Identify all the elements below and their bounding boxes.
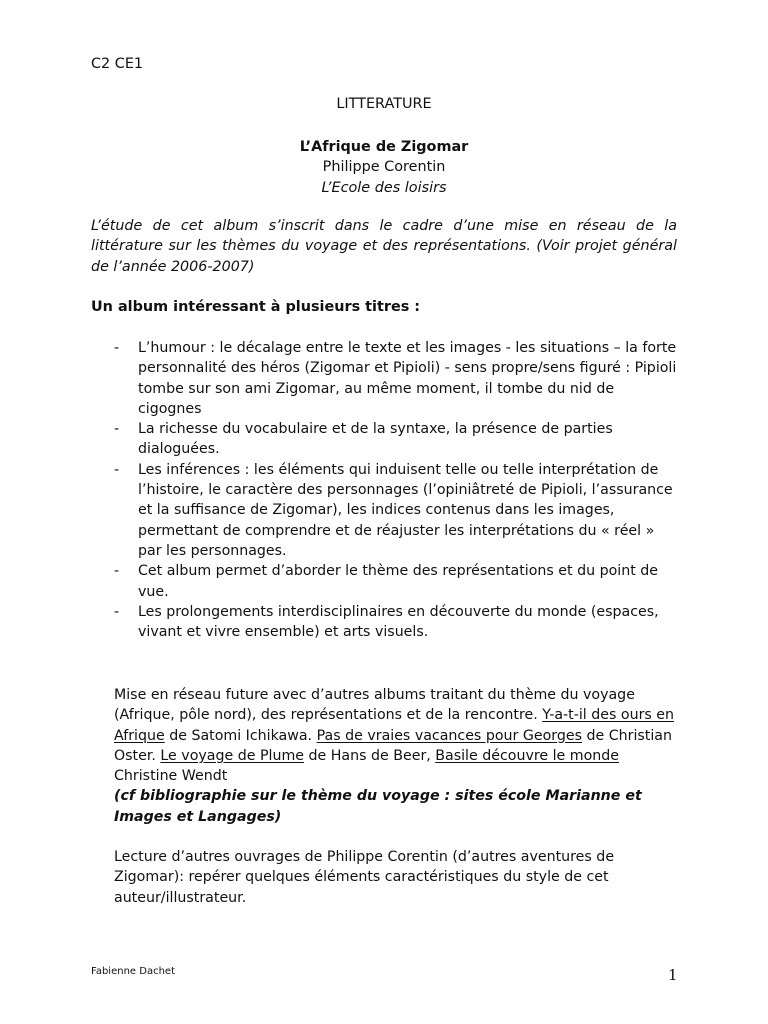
book-title: L’Afrique de Zigomar — [299, 139, 469, 155]
author-wendt: Christine Wendt — [114, 768, 228, 785]
list-item-text: L’humour : le décalage entre le texte et les images - les situations – la forte personnalité des héros (Zigomar et Pipioli) - sens propre/sens figuré : Pipioli tombe sur son ami Zigomar, au même moment, il tombe du nid de cigognes — [138, 340, 677, 417]
section-heading: Un album intéressant à plusieurs titres : — [91, 299, 421, 315]
class-level: C2 CE1 — [91, 56, 144, 72]
book-link-basile: Basile découvre le monde — [435, 747, 620, 764]
reading-paragraph: Lecture d’autres ouvrages de Philippe Corentin (d’autres aventures de Zigomar): repérer quelques éléments caractéristiques du style de cet auteur/illustrateur. — [114, 849, 615, 906]
page-number: 1 — [668, 966, 678, 984]
list-item — [114, 602, 680, 643]
list-item-text: Les inférences : les éléments qui induisent telle ou telle interprétation de l’histoire, le caractère des personnages (l’opiniâtreté de Pipioli, l’assurance et la suffisance de Zigomar), les indices contenus dans les images, permettant de comprendre et de réajuster les interprétations du « réel » par les personnages. — [138, 461, 673, 559]
author-oster: de Christian Oster. — [114, 727, 672, 764]
list-item-text: La richesse du vocabulaire et de la syntaxe, la présence de parties dialoguées. — [138, 421, 613, 458]
bullet-dash: - — [114, 563, 120, 580]
page-title: LITTERATURE — [336, 96, 432, 112]
list-item-text: Les prolongements interdisciplinaires en découverte du monde (espaces, vivant et vivre ensemble) et arts visuels. — [138, 603, 659, 641]
author-ichikawa: de Satomi Ichikawa. — [164, 727, 317, 744]
intro-paragraph: L’étude de cet album s’inscrit dans le cadre d’une mise en réseau de la littérature sur les thèmes du voyage et des représentations. (Voir projet général de l’année 2006-2007) — [91, 218, 677, 275]
bullet-dash: - — [114, 340, 120, 356]
author-de-beer: de Hans de Beer, — [304, 747, 436, 764]
list-item — [114, 419, 680, 460]
list-item — [114, 460, 680, 561]
book-link-voyage-plume: Le voyage de Plume — [160, 747, 304, 764]
interest-list — [114, 338, 680, 642]
bullet-dash: - — [114, 603, 120, 620]
list-item — [114, 338, 680, 419]
book-link-vraies-vacances: Pas de vraies vacances pour Georges — [316, 727, 582, 744]
network-paragraph — [114, 685, 680, 827]
list-item-text: Cet album permet d’aborder le thème des représentations et du point de vue. — [138, 563, 659, 600]
bullet-dash: - — [114, 461, 120, 478]
book-author: Philippe Corentin — [322, 159, 446, 176]
book-link-ours-afrique: Y-a-t-il des ours en Afrique — [114, 707, 675, 744]
list-item — [114, 561, 680, 602]
book-publisher: L’Ecole des loisirs — [321, 179, 447, 196]
book-info — [0, 137, 768, 198]
network-intro: Mise en réseau future avec d’autres albums traitant du thème du voyage (Afrique, pôle nord), des représentations et de la rencontre. — [114, 687, 635, 724]
footer-author: Fabienne Dachet — [91, 966, 175, 977]
bullet-dash: - — [114, 421, 120, 438]
bibliography-note: (cf bibliographie sur le thème du voyage : sites école Marianne et Images et Langages) — [114, 788, 642, 825]
